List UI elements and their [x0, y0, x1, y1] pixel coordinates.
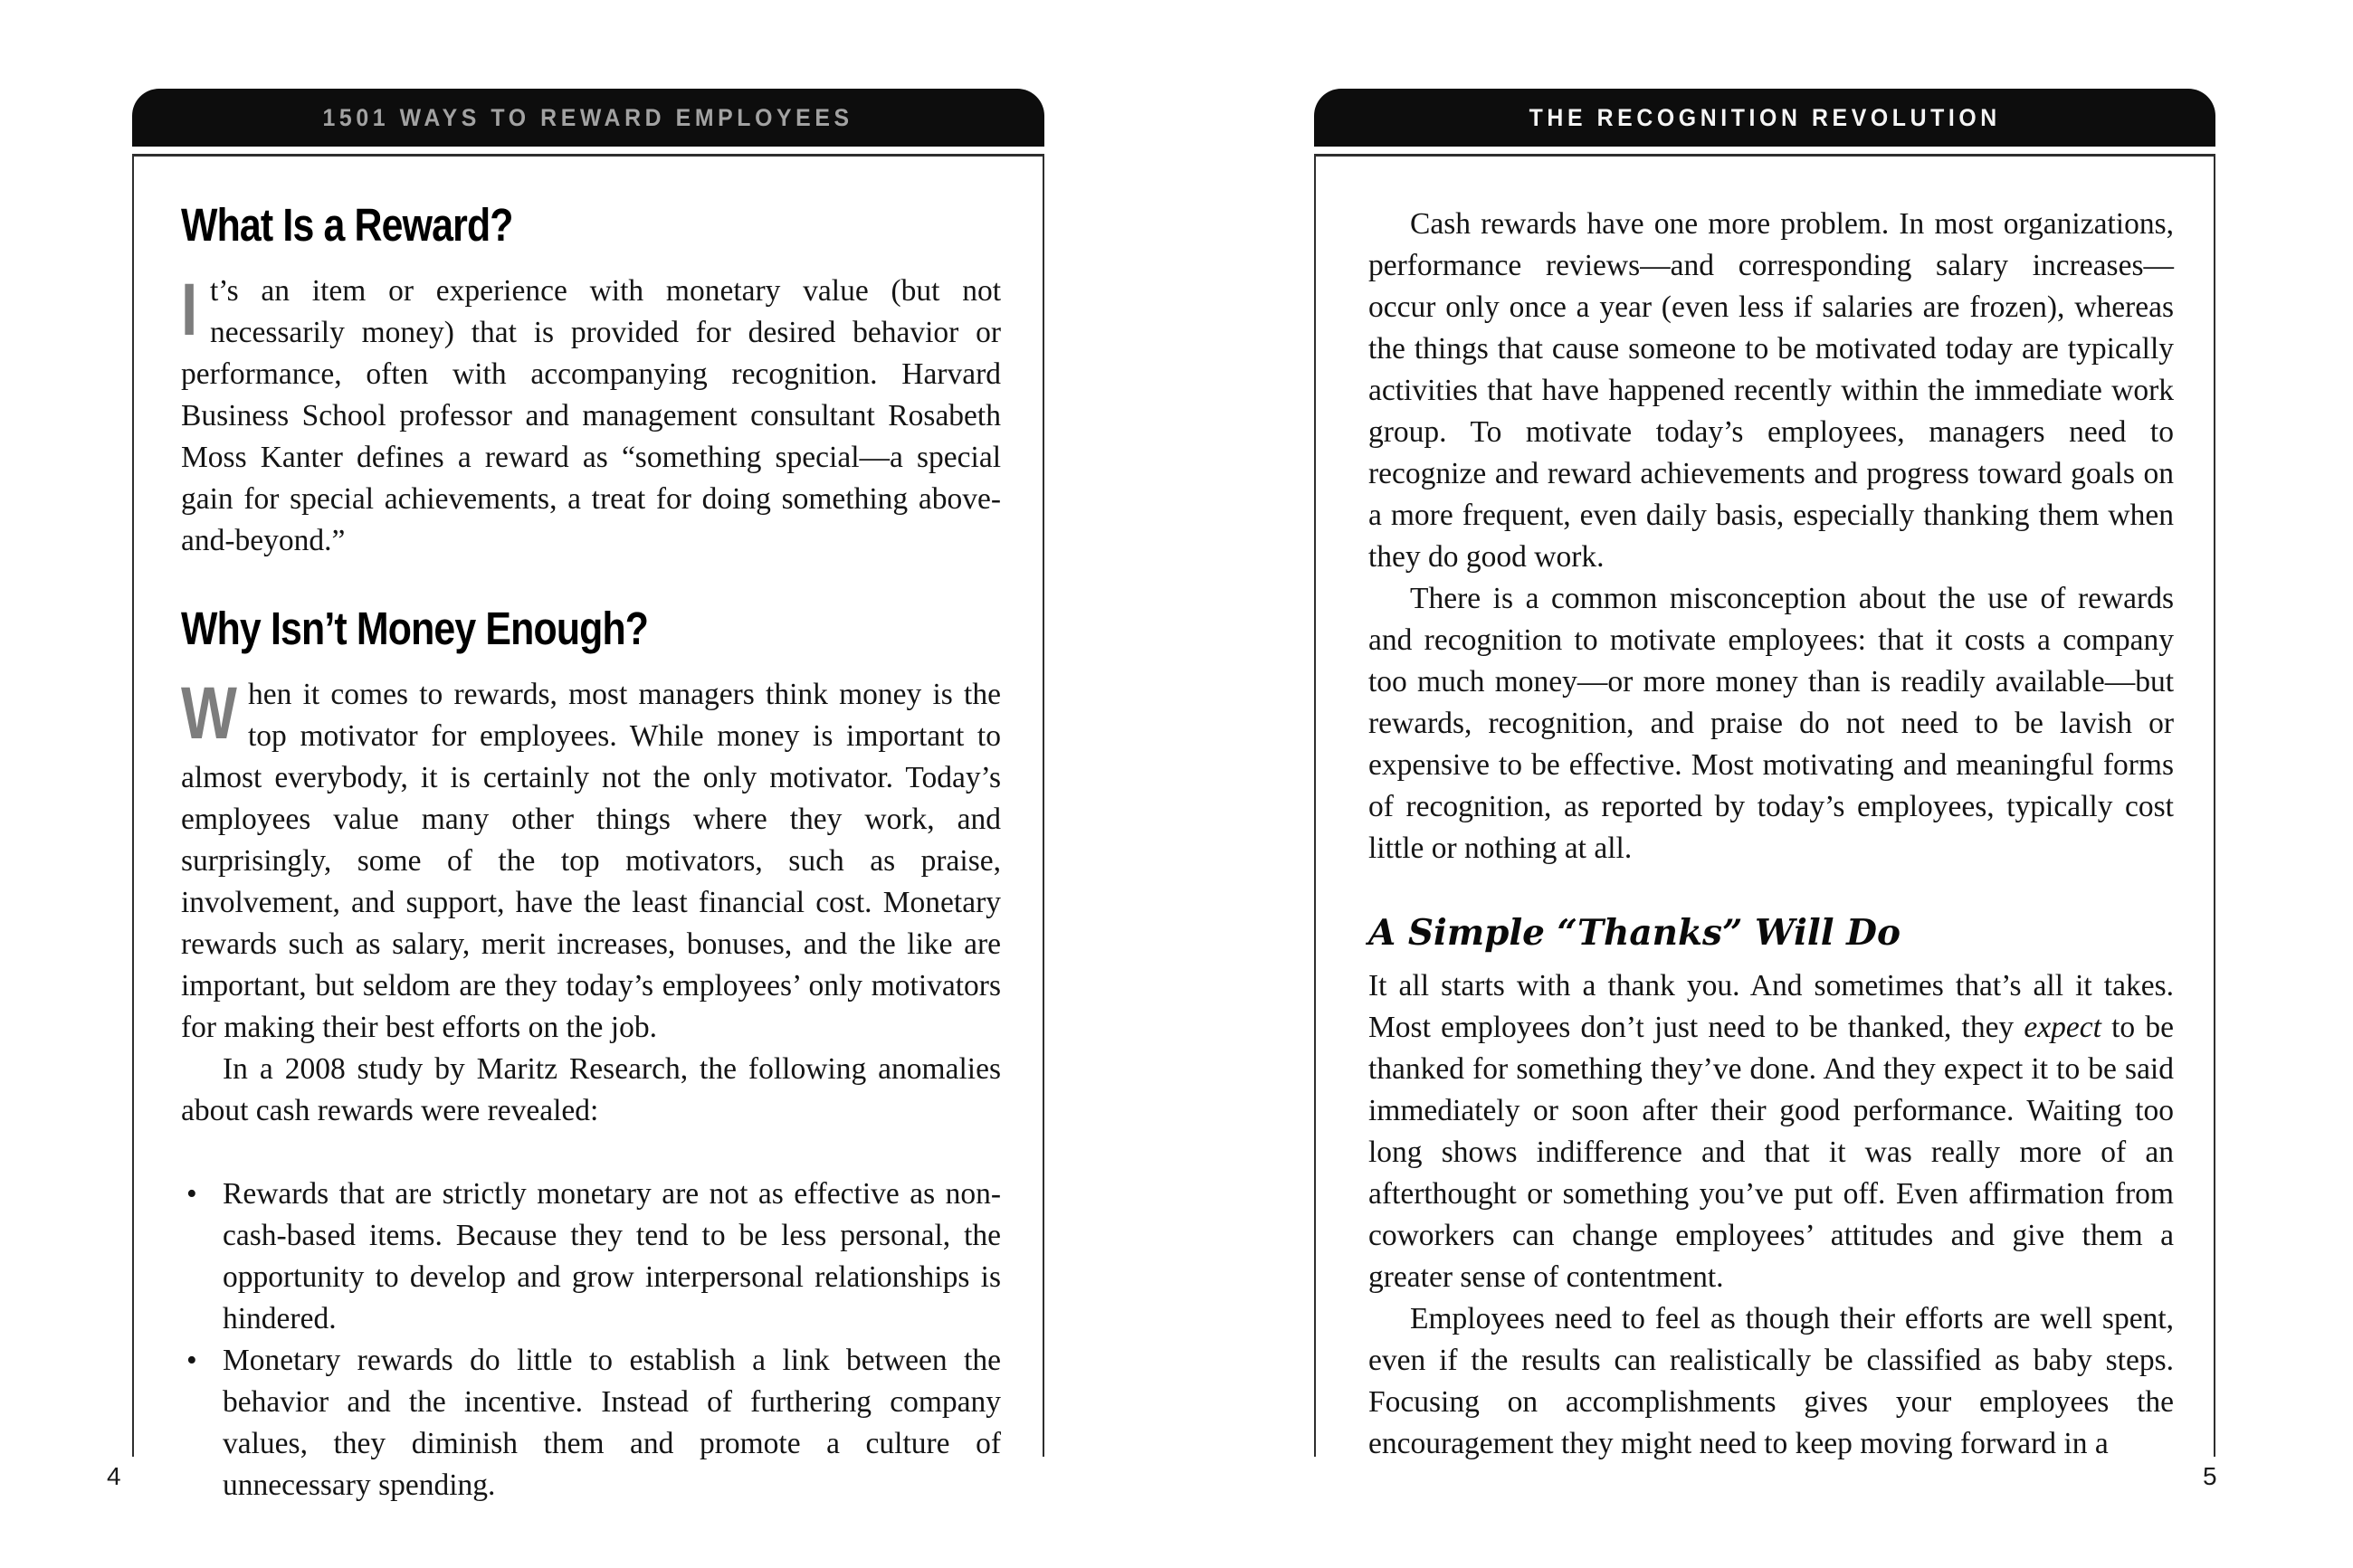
page-number-left: 4 [107, 1462, 121, 1490]
right-running-head: THE RECOGNITION REVOLUTION [1529, 103, 2001, 131]
drop-cap-i: I [181, 269, 198, 351]
paragraph-misconception: There is a common misconception about the use of rewards and recognition to motivate employees: that it costs a company too much money—or more money than is readily available—but rewards, recognition, and praise do not need to be lavish or expensive to be effective. Most motivating and meaningful forms of recognition, as reported by today’s employees, typically cost little or nothing at all. [1368, 582, 2174, 865]
drop-cap-w: W [181, 672, 237, 755]
bullet-marker: • [186, 1177, 197, 1211]
right-page-header-bar [1314, 89, 2215, 147]
heading-why-isnt-money-enough [181, 603, 1001, 654]
right-page [1314, 89, 2215, 1460]
right-page-body [1316, 204, 2214, 1465]
list-item [186, 1340, 1001, 1506]
paragraph-cash-rewards-problem: Cash rewards have one more problem. In most organizations, performance reviews—and corresponding salary increases—occur only once a year (even less if salaries are frozen), whereas the things that cause someone to be motivated today are typically activities that have happened recently within the immediate work group. To motivate today’s employees, managers need to recognize and reward achievements and progress toward goals on a more frequent, even daily basis, especially thanking them when they do good work. [1368, 207, 2174, 574]
paragraph-money-motivator [181, 674, 1001, 1049]
paragraph-what-is-a-reward-text: t’s an item or experience with monetary value (but not necessarily money) that is provided for desired behavior or performance, often with accompanying recognition. Harvard Business School professor and management consultant Rosabeth Moss Kanter defines a reward as “something special—a special gain for special achievements, a treat for doing something above-and-beyond.” [181, 274, 1001, 557]
paragraph-thank-you-before: It all starts with a thank you. And sometimes that’s all it takes. Most employees don’t just need to be thanked, they [1368, 969, 2174, 1044]
left-page-frame [132, 154, 1044, 1502]
anomalies-bullet-list [181, 1174, 1001, 1506]
page-number-right: 5 [2203, 1462, 2217, 1490]
paragraph-thank-you [1368, 965, 2174, 1298]
right-header-rule [1316, 154, 2214, 157]
right-page-frame [1314, 154, 2215, 1460]
heading-what-is-a-reward-text: What Is a Reward? [181, 199, 513, 251]
italic-word-expect: expect [2024, 1011, 2101, 1044]
heading-why-isnt-money-enough-text: Why Isn’t Money Enough? [181, 603, 649, 654]
left-header-rule [134, 154, 1043, 157]
paragraph-efforts-well-spent: Employees need to feel as though their efforts are well spent, even if the results can realistically be classified as baby steps. Focusing on accomplishments gives your employees the encouragement they might need to keep moving forward in a [1368, 1302, 2174, 1460]
paragraph-money-motivator-text: hen it comes to rewards, most managers think money is the top motivator for employees. While money is important to almost everybody, it is certainly not the only motivator. Today’s employees value many other things where they work, and surprisingly, some of the top motivators, such as praise, involvement, and support, have the least financial cost. Monetary rewards such as salary, merit increases, bonuses, and the like are important, but seldom are they today’s employees’ only motivators for making their best efforts on the job. [181, 678, 1001, 1044]
left-page-body [134, 200, 1043, 1506]
paragraph-maritz-study: In a 2008 study by Maritz Research, the following anomalies about cash rewards were revealed: [181, 1052, 1001, 1127]
left-running-head: 1501 WAYS TO REWARD EMPLOYEES [322, 103, 854, 131]
left-page [132, 89, 1044, 1502]
bullet-text-non-cash: Rewards that are strictly monetary are not as effective as non-cash-based items. Because they tend to be less personal, the opportunity to develop and grow interpersonal relationships is hindered. [223, 1177, 1001, 1335]
paragraph-what-is-a-reward [181, 271, 1001, 562]
heading-what-is-a-reward [181, 200, 1001, 251]
bullet-marker: • [186, 1344, 197, 1377]
list-item [186, 1174, 1001, 1340]
left-page-header-bar [132, 89, 1044, 147]
bullet-text-behavior-link: Monetary rewards do little to establish a link between the behavior and the incentive. Instead of furthering company values, they diminish them and promote a culture of unnecessary spending. [223, 1344, 1001, 1502]
paragraph-thank-you-after: to be thanked for something they’ve done. And they expect it to be said immediately or soon after their good performance. Waiting too long shows indifference and that it was really more of an afterthought or something you’ve put off. Even affirmation from coworkers can change employees’ attitudes and give them a greater sense of contentment. [1368, 1011, 2174, 1294]
subheading-simple-thanks: A Simple “Thanks” Will Do [1368, 912, 1900, 954]
